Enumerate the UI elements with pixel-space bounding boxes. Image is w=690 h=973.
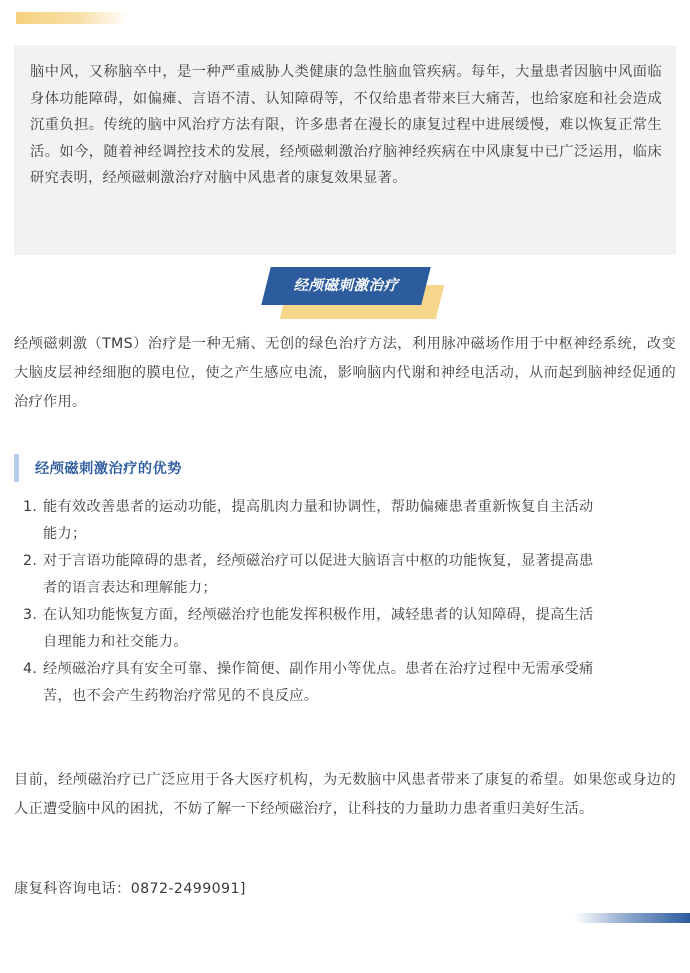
list-item — [20, 656, 600, 710]
list-item-number: 1. — [23, 499, 38, 515]
section-banner — [256, 263, 448, 323]
advantages-heading — [14, 454, 182, 482]
bottom-decorative-stripe — [574, 913, 690, 923]
list-item — [20, 494, 600, 548]
list-item-number: 4. — [23, 661, 38, 677]
section-title: 经颅磁刺激治疗 — [293, 278, 399, 294]
intro-box — [14, 45, 676, 255]
top-decorative-stripe — [16, 12, 128, 24]
list-item-text: 在认知功能恢复方面，经颅磁治疗也能发挥积极作用，减轻患者的认知障碍，提高生活自理能力和社交能力。 — [43, 607, 594, 650]
list-item-number: 3. — [23, 607, 38, 623]
list-item-text: 对于言语功能障碍的患者，经颅磁治疗可以促进大脑语言中枢的功能恢复，显著提高患者的语言表达和理解能力； — [43, 553, 594, 596]
list-item-text: 经颅磁治疗具有安全可靠、操作简便、副作用小等优点。患者在治疗过程中无需承受痛苦，也不会产生药物治疗常见的不良反应。 — [43, 661, 594, 704]
list-item-number: 2. — [23, 553, 38, 569]
list-item — [20, 602, 600, 656]
closing-paragraph: 目前，经颅磁治疗已广泛应用于各大医疗机构，为无数脑中风患者带来了康复的希望。如果您或身边的人正遭受脑中风的困扰，不妨了解一下经颅磁治疗，让科技的力量助力患者重归美好生活。 — [14, 772, 676, 817]
list-item-text: 能有效改善患者的运动功能，提高肌肉力量和协调性，帮助偏瘫患者重新恢复自主活动能力； — [43, 499, 594, 542]
list-item — [20, 548, 600, 602]
tms-description-paragraph: 经颅磁刺激（TMS）治疗是一种无痛、无创的绿色治疗方法，利用脉冲磁场作用于中枢神经系统，改变大脑皮层神经细胞的膜电位，使之产生感应电流，影响脑内代谢和神经电活动，从而起到脑神经促通的治疗作用。 — [14, 336, 676, 410]
contact-phone-line: 康复科咨询电话：0872-2499091] — [14, 881, 246, 897]
advantages-list — [20, 494, 600, 710]
heading-accent-bar — [14, 454, 19, 482]
advantages-heading-text: 经颅磁刺激治疗的优势 — [35, 461, 182, 477]
intro-paragraph: 脑中风，又称脑卒中，是一种严重威胁人类健康的急性脑血管疾病。每年，大量患者因脑中风面临身体功能障碍，如偏瘫、言语不清、认知障碍等，不仅给患者带来巨大痛苦，也给家庭和社会造成沉重负担。传统的脑中风治疗方法有限，许多患者在漫长的康复过程中进展缓慢，难以恢复正常生活。如今，随着神经调控技术的发展，经颅磁刺激治疗脑神经疾病在中风康复中已广泛运用，临床研究表明，经颅磁刺激治疗对脑中风患者的康复效果显著。 — [30, 64, 662, 187]
